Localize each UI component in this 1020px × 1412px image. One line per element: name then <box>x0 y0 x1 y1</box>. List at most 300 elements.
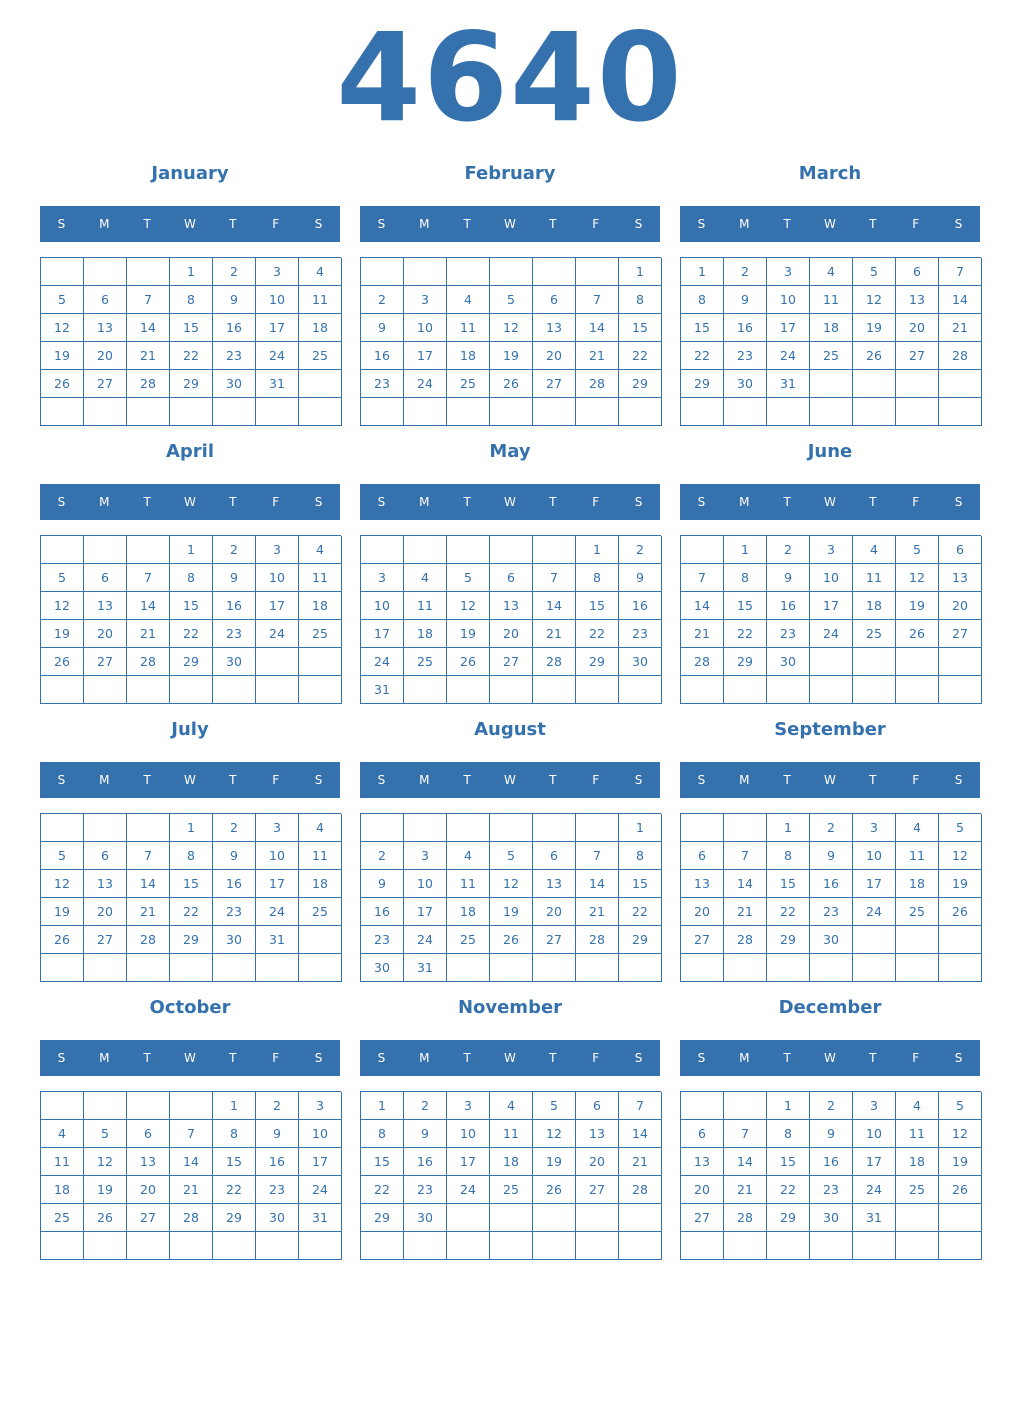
day-cell: 17 <box>256 592 299 620</box>
empty-cell <box>853 676 896 704</box>
day-cell: 30 <box>256 1204 299 1232</box>
day-cell: 19 <box>41 898 84 926</box>
day-cell: 24 <box>447 1176 490 1204</box>
empty-cell <box>490 258 533 286</box>
empty-cell <box>299 926 342 954</box>
empty-cell <box>213 954 256 982</box>
day-cell: 10 <box>404 314 447 342</box>
day-cell: 21 <box>724 1176 767 1204</box>
weekday-label: M <box>419 217 430 231</box>
day-cell: 16 <box>810 870 853 898</box>
day-cell: 25 <box>299 898 342 926</box>
day-cell: 1 <box>576 536 619 564</box>
month-name: May <box>489 441 531 462</box>
empty-cell <box>533 1204 576 1232</box>
empty-cell <box>170 676 213 704</box>
day-cell: 3 <box>299 1092 342 1120</box>
empty-cell <box>41 1092 84 1120</box>
day-grid <box>680 813 981 982</box>
day-cell: 10 <box>361 592 404 620</box>
weekday-label: T <box>549 773 557 787</box>
day-cell: 17 <box>404 898 447 926</box>
day-cell: 17 <box>361 620 404 648</box>
day-cell: 7 <box>576 286 619 314</box>
day-cell: 13 <box>576 1120 619 1148</box>
weekday-label: S <box>634 1051 643 1065</box>
day-cell: 13 <box>896 286 939 314</box>
empty-cell <box>490 1232 533 1260</box>
empty-cell <box>127 258 170 286</box>
day-cell: 29 <box>681 370 724 398</box>
day-cell: 14 <box>724 1148 767 1176</box>
day-cell: 21 <box>127 898 170 926</box>
day-cell: 26 <box>939 898 982 926</box>
weekday-label: S <box>954 495 963 509</box>
day-cell: 3 <box>447 1092 490 1120</box>
day-cell: 31 <box>404 954 447 982</box>
day-cell: 21 <box>576 342 619 370</box>
month-name: January <box>151 163 229 184</box>
day-grid <box>40 813 341 982</box>
weekday-label: M <box>99 217 110 231</box>
day-cell: 8 <box>170 842 213 870</box>
day-cell: 3 <box>853 1092 896 1120</box>
day-cell: 25 <box>853 620 896 648</box>
day-cell: 26 <box>41 370 84 398</box>
day-cell: 27 <box>84 926 127 954</box>
empty-cell <box>853 648 896 676</box>
empty-cell <box>681 1092 724 1120</box>
day-cell: 10 <box>256 286 299 314</box>
day-cell: 2 <box>256 1092 299 1120</box>
weekday-label: W <box>504 495 516 509</box>
day-cell: 21 <box>127 342 170 370</box>
day-cell: 11 <box>299 564 342 592</box>
day-cell: 4 <box>896 814 939 842</box>
day-cell: 16 <box>361 342 404 370</box>
day-cell: 17 <box>447 1148 490 1176</box>
day-cell: 24 <box>299 1176 342 1204</box>
empty-cell <box>41 814 84 842</box>
day-cell: 3 <box>404 286 447 314</box>
day-cell: 12 <box>533 1120 576 1148</box>
empty-cell <box>724 676 767 704</box>
empty-cell <box>724 814 767 842</box>
day-cell: 5 <box>853 258 896 286</box>
day-cell: 11 <box>490 1120 533 1148</box>
day-cell: 6 <box>681 1120 724 1148</box>
empty-cell <box>256 676 299 704</box>
empty-cell <box>84 676 127 704</box>
day-cell: 29 <box>576 648 619 676</box>
empty-cell <box>619 676 662 704</box>
day-cell: 25 <box>896 898 939 926</box>
day-cell: 19 <box>853 314 896 342</box>
weekday-header <box>360 484 660 520</box>
day-cell: 11 <box>853 564 896 592</box>
day-cell: 15 <box>170 592 213 620</box>
day-cell: 11 <box>299 842 342 870</box>
day-cell: 6 <box>681 842 724 870</box>
day-cell: 30 <box>619 648 662 676</box>
empty-cell <box>490 814 533 842</box>
day-cell: 16 <box>404 1148 447 1176</box>
day-cell: 29 <box>724 648 767 676</box>
day-cell: 21 <box>170 1176 213 1204</box>
weekday-label: F <box>912 217 920 231</box>
day-cell: 4 <box>853 536 896 564</box>
weekday-label: S <box>377 495 386 509</box>
day-cell: 17 <box>256 870 299 898</box>
empty-cell <box>447 676 490 704</box>
day-cell: 24 <box>256 620 299 648</box>
day-cell: 13 <box>84 870 127 898</box>
empty-cell <box>299 648 342 676</box>
day-cell: 15 <box>170 314 213 342</box>
day-cell: 18 <box>404 620 447 648</box>
weekday-label: T <box>229 217 237 231</box>
day-cell: 28 <box>533 648 576 676</box>
day-cell: 7 <box>681 564 724 592</box>
day-cell: 31 <box>256 370 299 398</box>
day-cell: 28 <box>127 648 170 676</box>
empty-cell <box>170 954 213 982</box>
weekday-label: M <box>419 1051 430 1065</box>
day-cell: 13 <box>533 314 576 342</box>
day-cell: 2 <box>810 814 853 842</box>
weekday-label: T <box>783 217 791 231</box>
month-name: March <box>798 163 862 184</box>
day-cell: 3 <box>256 258 299 286</box>
month-name: April <box>165 441 215 462</box>
day-cell: 1 <box>213 1092 256 1120</box>
day-cell: 25 <box>447 370 490 398</box>
day-cell: 29 <box>170 926 213 954</box>
empty-cell <box>533 258 576 286</box>
day-cell: 20 <box>84 342 127 370</box>
empty-cell <box>84 398 127 426</box>
day-grid <box>360 257 661 426</box>
empty-cell <box>41 954 84 982</box>
weekday-label: M <box>99 773 110 787</box>
empty-cell <box>939 676 982 704</box>
day-cell: 22 <box>170 898 213 926</box>
day-cell: 4 <box>490 1092 533 1120</box>
day-cell: 23 <box>361 926 404 954</box>
empty-cell <box>576 1232 619 1260</box>
day-cell: 26 <box>896 620 939 648</box>
day-cell: 30 <box>361 954 404 982</box>
day-cell: 5 <box>939 1092 982 1120</box>
day-cell: 10 <box>299 1120 342 1148</box>
day-cell: 1 <box>361 1092 404 1120</box>
day-cell: 12 <box>853 286 896 314</box>
day-cell: 8 <box>724 564 767 592</box>
empty-cell <box>939 398 982 426</box>
day-grid <box>680 1091 981 1260</box>
day-cell: 31 <box>361 676 404 704</box>
day-cell: 16 <box>213 314 256 342</box>
weekday-label: F <box>592 773 600 787</box>
day-cell: 7 <box>724 842 767 870</box>
empty-cell <box>299 954 342 982</box>
day-cell: 5 <box>447 564 490 592</box>
day-cell: 2 <box>724 258 767 286</box>
day-cell: 7 <box>576 842 619 870</box>
empty-cell <box>170 398 213 426</box>
day-cell: 27 <box>681 1204 724 1232</box>
day-cell: 26 <box>41 926 84 954</box>
weekday-header <box>40 484 340 520</box>
day-cell: 22 <box>681 342 724 370</box>
day-cell: 25 <box>447 926 490 954</box>
empty-cell <box>896 954 939 982</box>
day-cell: 1 <box>724 536 767 564</box>
day-cell: 14 <box>533 592 576 620</box>
day-cell: 3 <box>853 814 896 842</box>
day-cell: 9 <box>361 314 404 342</box>
empty-cell <box>939 1232 982 1260</box>
day-cell: 30 <box>213 370 256 398</box>
day-cell: 31 <box>256 926 299 954</box>
empty-cell <box>447 398 490 426</box>
day-cell: 6 <box>490 564 533 592</box>
day-cell: 20 <box>576 1148 619 1176</box>
day-cell: 9 <box>619 564 662 592</box>
day-cell: 16 <box>213 592 256 620</box>
weekday-label: T <box>549 1051 557 1065</box>
day-cell: 26 <box>853 342 896 370</box>
weekday-label: F <box>592 1051 600 1065</box>
day-cell: 21 <box>939 314 982 342</box>
weekday-label: T <box>869 217 877 231</box>
day-cell: 7 <box>127 842 170 870</box>
empty-cell <box>404 676 447 704</box>
empty-cell <box>404 536 447 564</box>
empty-cell <box>447 814 490 842</box>
day-grid <box>680 257 981 426</box>
day-cell: 21 <box>127 620 170 648</box>
empty-cell <box>896 1232 939 1260</box>
day-cell: 24 <box>256 898 299 926</box>
day-cell: 6 <box>939 536 982 564</box>
weekday-label: S <box>57 773 66 787</box>
day-cell: 20 <box>896 314 939 342</box>
day-cell: 13 <box>84 592 127 620</box>
empty-cell <box>490 398 533 426</box>
day-cell: 5 <box>533 1092 576 1120</box>
empty-cell <box>939 1204 982 1232</box>
day-cell: 5 <box>490 842 533 870</box>
weekday-label: T <box>143 1051 151 1065</box>
weekday-label: M <box>739 773 750 787</box>
day-cell: 19 <box>939 870 982 898</box>
day-cell: 22 <box>361 1176 404 1204</box>
day-cell: 12 <box>939 842 982 870</box>
day-cell: 29 <box>213 1204 256 1232</box>
empty-cell <box>619 1204 662 1232</box>
day-cell: 23 <box>256 1176 299 1204</box>
day-cell: 2 <box>361 286 404 314</box>
weekday-label: W <box>504 217 516 231</box>
weekday-label: M <box>99 1051 110 1065</box>
weekday-label: S <box>634 217 643 231</box>
day-cell: 16 <box>724 314 767 342</box>
month-name: September <box>774 719 886 740</box>
day-cell: 30 <box>404 1204 447 1232</box>
day-cell: 28 <box>939 342 982 370</box>
day-cell: 8 <box>619 842 662 870</box>
day-cell: 29 <box>170 370 213 398</box>
empty-cell <box>810 398 853 426</box>
weekday-label: M <box>99 495 110 509</box>
day-cell: 8 <box>767 842 810 870</box>
weekday-label: T <box>463 217 471 231</box>
weekday-label: S <box>697 1051 706 1065</box>
day-cell: 9 <box>256 1120 299 1148</box>
empty-cell <box>810 676 853 704</box>
empty-cell <box>170 1092 213 1120</box>
day-cell: 4 <box>896 1092 939 1120</box>
day-cell: 21 <box>619 1148 662 1176</box>
weekday-header <box>680 762 980 798</box>
day-cell: 6 <box>576 1092 619 1120</box>
month-name: February <box>464 163 556 184</box>
day-cell: 8 <box>361 1120 404 1148</box>
empty-cell <box>853 398 896 426</box>
weekday-label: T <box>229 495 237 509</box>
empty-cell <box>84 1232 127 1260</box>
day-cell: 9 <box>213 564 256 592</box>
day-cell: 29 <box>619 926 662 954</box>
day-cell: 12 <box>84 1148 127 1176</box>
month-name: July <box>171 719 209 740</box>
day-cell: 3 <box>810 536 853 564</box>
empty-cell <box>127 814 170 842</box>
weekday-label: F <box>912 495 920 509</box>
day-cell: 15 <box>767 870 810 898</box>
day-cell: 15 <box>361 1148 404 1176</box>
empty-cell <box>127 398 170 426</box>
day-cell: 6 <box>533 286 576 314</box>
empty-cell <box>490 1204 533 1232</box>
empty-cell <box>533 1232 576 1260</box>
day-cell: 16 <box>256 1148 299 1176</box>
empty-cell <box>681 1232 724 1260</box>
day-cell: 19 <box>41 620 84 648</box>
day-cell: 24 <box>853 898 896 926</box>
weekday-label: T <box>549 495 557 509</box>
day-cell: 23 <box>213 620 256 648</box>
day-cell: 15 <box>213 1148 256 1176</box>
day-cell: 24 <box>767 342 810 370</box>
day-cell: 27 <box>533 370 576 398</box>
day-cell: 18 <box>896 870 939 898</box>
day-grid <box>40 535 341 704</box>
empty-cell <box>767 398 810 426</box>
day-cell: 22 <box>170 620 213 648</box>
day-cell: 2 <box>404 1092 447 1120</box>
day-cell: 24 <box>256 342 299 370</box>
weekday-label: S <box>377 773 386 787</box>
day-cell: 25 <box>299 342 342 370</box>
weekday-header <box>680 1040 980 1076</box>
day-cell: 22 <box>767 1176 810 1204</box>
day-grid <box>40 257 341 426</box>
day-cell: 17 <box>810 592 853 620</box>
weekday-label: S <box>697 495 706 509</box>
weekday-label: T <box>143 773 151 787</box>
empty-cell <box>681 954 724 982</box>
day-cell: 20 <box>84 620 127 648</box>
empty-cell <box>767 954 810 982</box>
empty-cell <box>619 954 662 982</box>
day-cell: 19 <box>939 1148 982 1176</box>
day-cell: 10 <box>256 564 299 592</box>
empty-cell <box>576 1204 619 1232</box>
month-name: November <box>457 997 563 1018</box>
empty-cell <box>256 648 299 676</box>
day-cell: 23 <box>213 342 256 370</box>
weekday-header <box>40 1040 340 1076</box>
day-cell: 26 <box>490 370 533 398</box>
empty-cell <box>724 398 767 426</box>
day-cell: 11 <box>896 842 939 870</box>
weekday-label: M <box>739 1051 750 1065</box>
day-cell: 11 <box>299 286 342 314</box>
empty-cell <box>490 536 533 564</box>
day-cell: 2 <box>213 258 256 286</box>
day-cell: 26 <box>84 1204 127 1232</box>
empty-cell <box>724 1232 767 1260</box>
day-cell: 4 <box>447 842 490 870</box>
day-cell: 22 <box>170 342 213 370</box>
day-cell: 21 <box>533 620 576 648</box>
day-cell: 27 <box>84 370 127 398</box>
day-cell: 13 <box>127 1148 170 1176</box>
day-cell: 20 <box>533 898 576 926</box>
day-cell: 4 <box>299 814 342 842</box>
day-cell: 19 <box>896 592 939 620</box>
empty-cell <box>810 370 853 398</box>
day-cell: 2 <box>619 536 662 564</box>
day-cell: 18 <box>853 592 896 620</box>
day-cell: 8 <box>767 1120 810 1148</box>
weekday-label: S <box>954 773 963 787</box>
day-cell: 16 <box>361 898 404 926</box>
empty-cell <box>810 1232 853 1260</box>
empty-cell <box>681 398 724 426</box>
weekday-header <box>680 484 980 520</box>
empty-cell <box>576 814 619 842</box>
weekday-label: W <box>184 495 196 509</box>
day-cell: 8 <box>170 564 213 592</box>
day-grid <box>40 1091 341 1260</box>
day-cell: 20 <box>533 342 576 370</box>
day-cell: 16 <box>213 870 256 898</box>
day-cell: 24 <box>810 620 853 648</box>
day-cell: 9 <box>810 842 853 870</box>
day-cell: 28 <box>724 1204 767 1232</box>
day-cell: 6 <box>533 842 576 870</box>
empty-cell <box>681 814 724 842</box>
day-cell: 31 <box>853 1204 896 1232</box>
day-cell: 24 <box>361 648 404 676</box>
day-cell: 10 <box>447 1120 490 1148</box>
day-cell: 5 <box>41 842 84 870</box>
day-cell: 18 <box>447 342 490 370</box>
weekday-label: S <box>314 217 323 231</box>
